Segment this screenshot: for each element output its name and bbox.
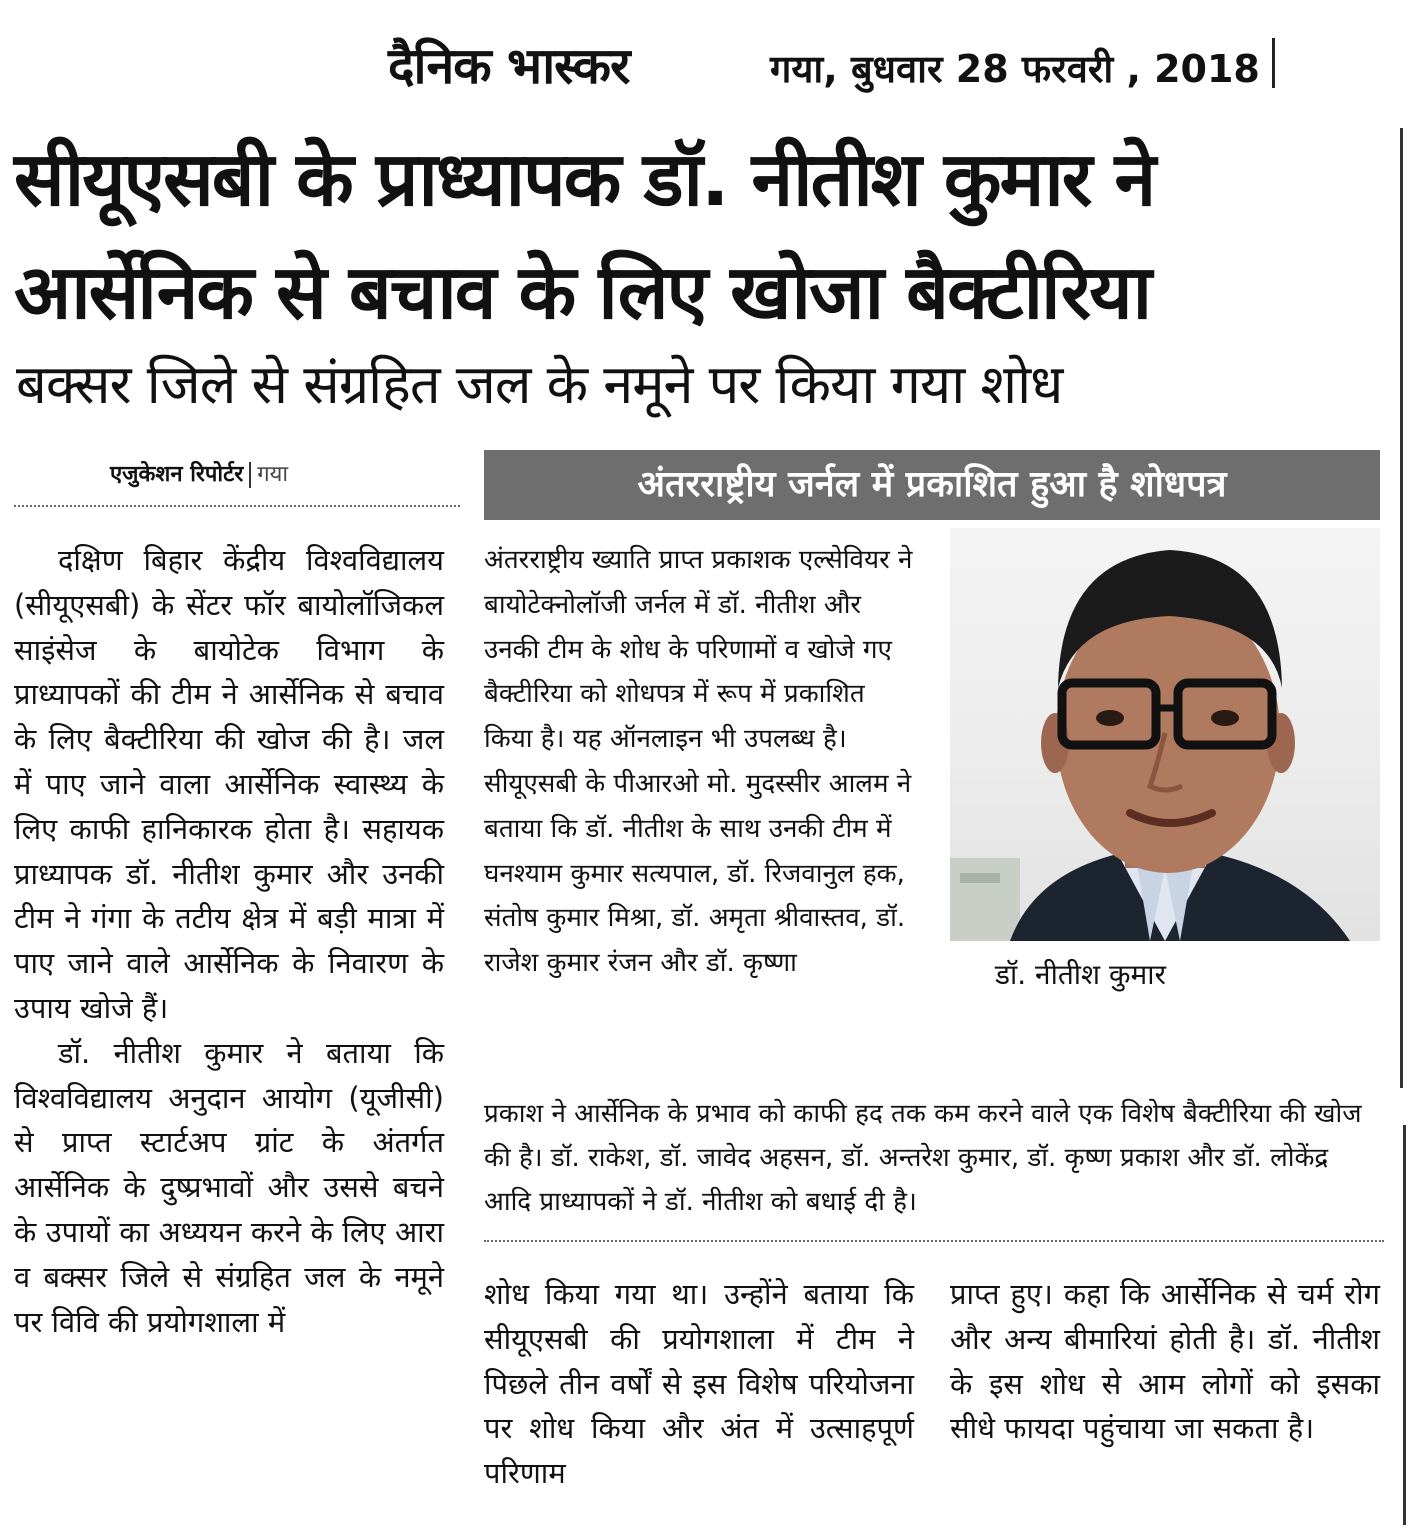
byline — [110, 458, 288, 488]
article-paragraph: अंतरराष्ट्रीय ख्याति प्राप्त प्रकाशक एल्सेवियर ने बायोटेक्नोलॉजी जर्नल में डॉ. नीतीश और उनकी टीम के शोध के परिणामों व खोजे गए बैक्टीरिया को शोधपत्र में रूप में प्रकाशित किया है। यह ऑनलाइन भी उपलब्ध है। सीयूएसबी के पीआरओ मो. मुदस्सीर आलम ने बताया कि डॉ. नीतीश के साथ उनकी टीम में घनश्याम कुमार सत्यपाल, डॉ. रिजवानुल हक, संतोष कुमार मिश्रा, डॉ. अमृता श्रीवास्तव, डॉ. राजेश कुमार रंजन और डॉ. कृष्णा — [484, 545, 913, 979]
article-column-middle — [484, 538, 916, 986]
subheadline: बक्सर जिले से संग्रहित जल के नमूने पर किया गया शोध — [16, 353, 1063, 416]
dotted-divider-middle — [484, 1240, 1384, 1242]
headline-line-2: आर्सेनिक से बचाव के लिए खोजा बैक्टीरिया — [14, 248, 1151, 336]
section-banner: अंतरराष्ट्रीय जर्नल में प्रकाशित हुआ है शोधपत्र — [484, 450, 1380, 520]
dotted-divider-left — [14, 505, 460, 507]
article-paragraph: डॉ. नीतीश कुमार ने बताया कि विश्वविद्यालय अनुदान आयोग (यूजीसी) से प्राप्त स्टार्टअप ग्रांट के अंतर्गत आर्सेनिक के दुष्प्रभावों और उससे बचने के उपायों का अध्ययन करने के लिए आरा व बक्सर जिले से संग्रहित जल के नमूने पर विवि की प्रयोगशाला में — [14, 1035, 444, 1339]
article-paragraph: प्राप्त हुए। कहा कि आर्सेनिक से चर्म रोग और अन्य बीमारियां होती है। डॉ. नीतीश के इस शोध से आम लोगों को इसका सीधे फायदा पहुंचाया जा सकता है। — [950, 1277, 1380, 1446]
byline-separator — [249, 462, 251, 488]
newspaper-logo: दैनिक भास्कर — [388, 37, 630, 95]
article-continuation — [484, 1092, 1364, 1224]
person-portrait-icon — [950, 528, 1380, 941]
article-column-bottom-right — [950, 1272, 1380, 1451]
byline-reporter: एजुकेशन रिपोर्टर — [110, 462, 244, 487]
masthead-divider — [1272, 38, 1275, 88]
edition-date: गया, बुधवार 28 फरवरी , 2018 — [770, 47, 1260, 91]
adjacent-column-rule — [1403, 1125, 1413, 1525]
author-photo — [950, 528, 1380, 941]
article-paragraph: शोध किया गया था। उन्होंने बताया कि सीयूएसबी की प्रयोगशाला में टीम ने पिछले तीन वर्षों से इस विशेष परियोजना पर शोध किया और अंत में उत्साहपूर्ण परिणाम — [484, 1277, 914, 1491]
article-column-bottom-middle — [484, 1272, 914, 1496]
article-paragraph: प्रकाश ने आर्सेनिक के प्रभाव को काफी हद तक कम करने वाले एक विशेष बैक्टीरिया की खोज की है। डॉ. राकेश, डॉ. जावेद अहसन, डॉ. अन्तरेश कुमार, डॉ. कृष्ण प्रकाश और डॉ. लोकेंद्र आदि प्राध्यापकों ने डॉ. नीतीश को बधाई दी है। — [484, 1099, 1362, 1217]
article-column-left — [14, 538, 444, 1344]
adjacent-column-rule — [1400, 128, 1413, 1088]
article-paragraph: दक्षिण बिहार केंद्रीय विश्वविद्यालय (सीयूएसबी) के सेंटर फॉर बायोलॉजिकल साइंसेज के बायोटेक विभाग के प्राध्यापकों की टीम ने आर्सेनिक से बचाव के लिए बैक्टीरिया की खोज की है। जल में पाए जाने वाला आर्सेनिक स्वास्थ्य के लिए काफी हानिकारक होता है। सहायक प्राध्यापक डॉ. नीतीश कुमार और उनकी टीम ने गंगा के तटीय क्षेत्र में बड़ी मात्रा में पाए जाने वाले आर्सेनिक के निवारण के उपाय खोजे हैं। — [14, 543, 444, 1025]
headline-line-1: सीयूएसबी के प्राध्यापक डॉ. नीतीश कुमार ने — [14, 135, 1155, 223]
photo-caption: डॉ. नीतीश कुमार — [995, 958, 1166, 991]
byline-city: गया — [257, 462, 289, 487]
